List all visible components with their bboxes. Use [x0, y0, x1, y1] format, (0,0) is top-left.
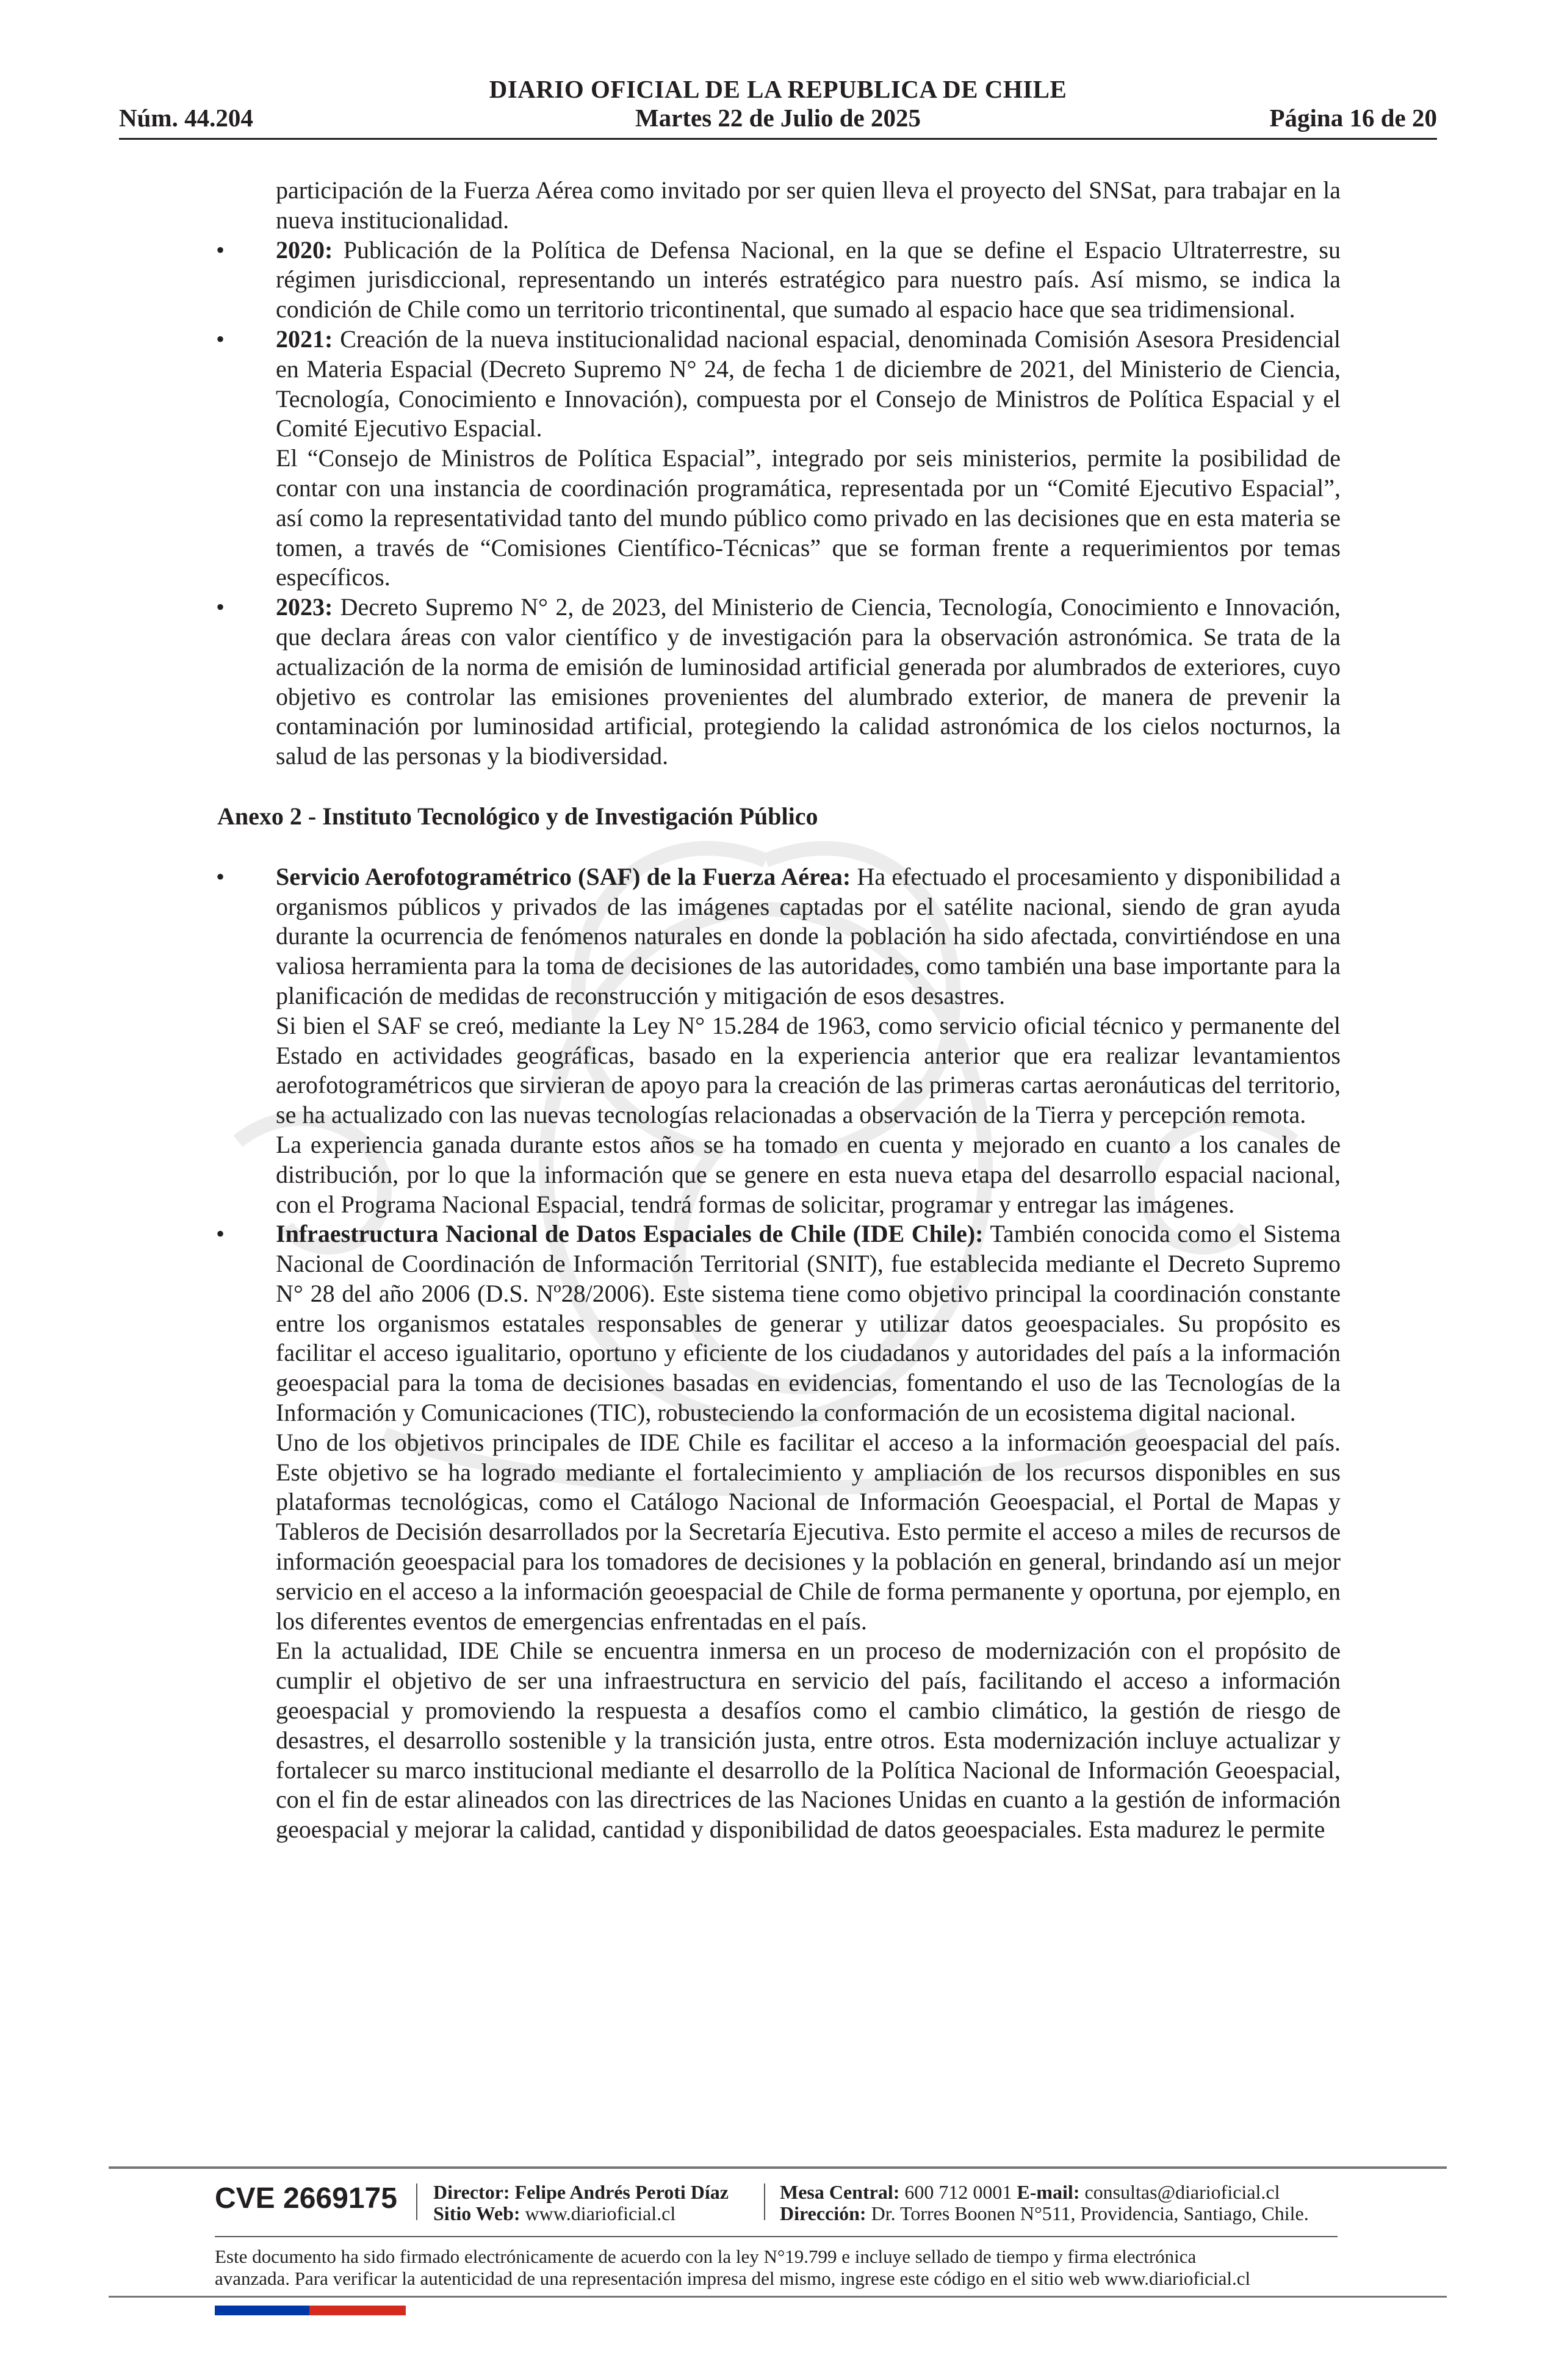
footer-director-block	[433, 2182, 729, 2224]
page-header	[119, 74, 1437, 142]
phone-label: Mesa Central:	[780, 2181, 900, 2203]
footer-rule	[109, 2166, 1447, 2169]
issue-number: Núm. 44.204	[119, 104, 253, 132]
list-item-2023	[216, 593, 1341, 771]
item-text: Decreto Supremo N° 2, de 2023, del Ministerio de Ciencia, Tecnología, Conocimiento e Innovación, que declara áreas con valor científico y de investigación para la observación astronómica. Se trata de la actualización de la norma de emisión de luminosidad artificial generada por alumbrados de exteriores, cuyo objetivo es controlar las emisiones provenientes del alumbrado exterior, de manera de prevenir la contaminación por luminosidad artificial, protegiendo la calidad astronómica de los cielos nocturnos, la salud de las personas y la biodiversidad.	[276, 593, 1341, 770]
director-name: Felipe Andrés Peroti Díaz	[510, 2181, 729, 2203]
bullet: •	[216, 593, 225, 621]
item-paragraph: El “Consejo de Ministros de Política Espacial”, integrado por seis ministerios, permite la posibilidad de contar con una instancia de coordinación programática, representada por un “Comité Ejecutivo Espacial”, así como la representatividad tanto del mundo público como privado en las decisiones que en esta materia se tomen, a través de “Comisiones Científico-Técnicas” que se forman frente a requerimientos por temas específicos.	[276, 444, 1341, 591]
item-label: 2023:	[276, 593, 333, 621]
bullet: •	[216, 1220, 225, 1248]
phone-value: 600 712 0001	[899, 2181, 1017, 2203]
website-link[interactable]: www.diarioficial.cl	[520, 2202, 676, 2224]
item-label: 2020:	[276, 236, 333, 264]
item-label: Infraestructura Nacional de Datos Espaciales de Chile (IDE Chile):	[276, 1220, 984, 1248]
signature-notice	[215, 2246, 1374, 2290]
page-number: Página 16 de 20	[1269, 104, 1437, 132]
flag-stripe-red	[309, 2306, 406, 2315]
footer-inner-rule	[215, 2236, 1338, 2237]
item-text: Publicación de la Política de Defensa Nacional, en la que se define el Espacio Ultraterrestre, su régimen jurisdiccional, representando un interés estratégico para nuestro país. Así mismo, se indica la condición de Chile como un territorio tricontinental, que sumado al espacio hace que sea tridimensional.	[276, 236, 1341, 323]
flag-stripe-blue	[215, 2306, 309, 2315]
item-label: 2021:	[276, 325, 333, 353]
footer-bottom-rule	[109, 2296, 1447, 2298]
item-text: Ha efectuado el procesamiento y disponibilidad a organismos públicos y privados de las imágenes captadas por el satélite nacional, siendo de gran ayuda durante la ocurrencia de fenómenos naturales en donde la población ha sido afectada, convirtiéndose en una valiosa herramienta para la toma de decisiones de las autoridades, como también una base importante para la planificación de medidas de reconstrucción y mitigación de esos desastres.	[276, 862, 1341, 1009]
list-item-ide	[216, 1219, 1341, 1845]
list-item-2021	[216, 325, 1341, 593]
item-paragraph: Si bien el SAF se creó, mediante la Ley N° 15.284 de 1963, como servicio oficial técnico y permanente del Estado en actividades geográficas, basado en la experiencia anterior que era realizar levantamientos aerofotogramétricos que sirvieran de apoyo para la creación de las primeras cartas aeronáuticas del territorio, se ha actualizado con las nuevas tecnologías relacionadas a observación de la Tierra y percepción remota.	[276, 1011, 1341, 1129]
director-label: Director:	[433, 2181, 510, 2203]
email-label: E-mail:	[1017, 2181, 1080, 2203]
website-label: Sitio Web:	[433, 2202, 520, 2224]
address-value: Dr. Torres Boonen N°511, Providencia, Santiago, Chile.	[866, 2202, 1309, 2224]
bullet: •	[216, 236, 225, 264]
header-rule	[119, 138, 1437, 140]
footer-separator	[764, 2183, 765, 2220]
newspaper-title: DIARIO OFICIAL DE LA REPUBLICA DE CHILE	[489, 75, 1067, 103]
bullet: •	[216, 325, 225, 353]
item-paragraph: Uno de los objetivos principales de IDE Chile es facilitar el acceso a la información geoespacial del país. Este objetivo se ha logrado mediante el fortalecimiento y ampliación de los recursos disponibles en sus plataformas tecnológicas, como el Catálogo Nacional de Información Geoespacial, el Portal de Mapas y Tableros de Decisión desarrollados por la Secretaría Ejecutiva. Esto permite el acceso a miles de recursos de información geoespacial para los tomadores de decisiones y la población en general, brindando así un mejor servicio en el acceso a la información geoespacial de Chile de forma permanente y oportuna, por ejemplo, en los diferentes eventos de emergencias enfrentadas en el país.	[276, 1428, 1341, 1635]
item-paragraph: La experiencia ganada durante estos años se ha tomado en cuenta y mejorado en cuanto a los canales de distribución, por lo que la información que se genere en esta nueva etapa del desarrollo espacial nacional, con el Programa Nacional Espacial, tendrá formas de solicitar, programar y entregar las imágenes.	[276, 1130, 1341, 1218]
item-text: También conocida como el Sistema Nacional de Coordinación de Información Territorial (SNIT), fue establecida mediante el Decreto Supremo N° 28 del año 2006 (D.S. Nº28/2006). Este sistema tiene como objetivo principal la coordinación constante entre los organismos estatales responsables de generar y utilizar datos geoespaciales. Su propósito es facilitar el acceso igualitario, oportuno y eficiente de los ciudadanos y autoridades del país a la información geoespacial para la toma de decisiones basadas en evidencias, fomentando el uso de las Tecnologías de la Información y Comunicaciones (TIC), robusteciendo la conformación de un ecosistema digital nacional.	[276, 1220, 1341, 1427]
continued-paragraph: participación de la Fuerza Aérea como invitado por ser quien lleva el proyecto del SNSat, para trabajar en la nueva institucionalidad.	[276, 176, 1341, 234]
item-label: Servicio Aerofotogramétrico (SAF) de la Fuerza Aérea:	[276, 862, 851, 890]
item-text: Creación de la nueva institucionalidad nacional espacial, denominada Comisión Asesora Presidencial en Materia Espacial (Decreto Supremo N° 24, de fecha 1 de diciembre de 2021, del Ministerio de Ciencia, Tecnología, Conocimiento e Innovación), compuesta por el Consejo de Ministros de Política Espacial y el Comité Ejecutivo Espacial.	[276, 325, 1341, 442]
cve-code: CVE 2669175	[215, 2182, 397, 2215]
footer-contact-block	[780, 2182, 1309, 2224]
email-link[interactable]: consultas@diarioficial.cl	[1079, 2181, 1280, 2203]
signature-line: Este documento ha sido firmado electrónicamente de acuerdo con la ley N°19.799 e incluye sellado de tiempo y firma electrónica	[215, 2246, 1197, 2267]
article-body	[216, 176, 1341, 1845]
footer-separator	[416, 2183, 417, 2220]
section-heading: Anexo 2 - Instituto Tecnológico y de Investigación Público	[217, 802, 818, 830]
bullet: •	[216, 862, 225, 890]
issue-date: Martes 22 de Julio de 2025	[635, 104, 921, 132]
list-item-saf	[216, 862, 1341, 1220]
address-label: Dirección:	[780, 2202, 866, 2224]
item-paragraph: En la actualidad, IDE Chile se encuentra inmersa en un proceso de modernización con el propósito de cumplir el objetivo de ser una infraestructura en servicio del país, facilitando el acceso a información geoespacial y promoviendo la respuesta a desafíos como el cambio climático, la gestión de riesgo de desastres, el desarrollo sostenible y la transición justa, entre otros. Esta modernización incluye actualizar y fortalecer su marco institucional mediante el desarrollo de la Política Nacional de Información Geoespacial, con el fin de estar alineados con las directrices de las Naciones Unidas en cuanto a la gestión de información geoespacial y mejorar la calidad, cantidad y disponibilidad de datos geoespaciales. Esta madurez le permite	[276, 1637, 1341, 1844]
signature-line: avanzada. Para verificar la autenticidad de una representación impresa del mismo, ingrese este código en el sitio web www.diarioficial.cl	[215, 2268, 1251, 2289]
list-item-2020	[216, 236, 1341, 325]
